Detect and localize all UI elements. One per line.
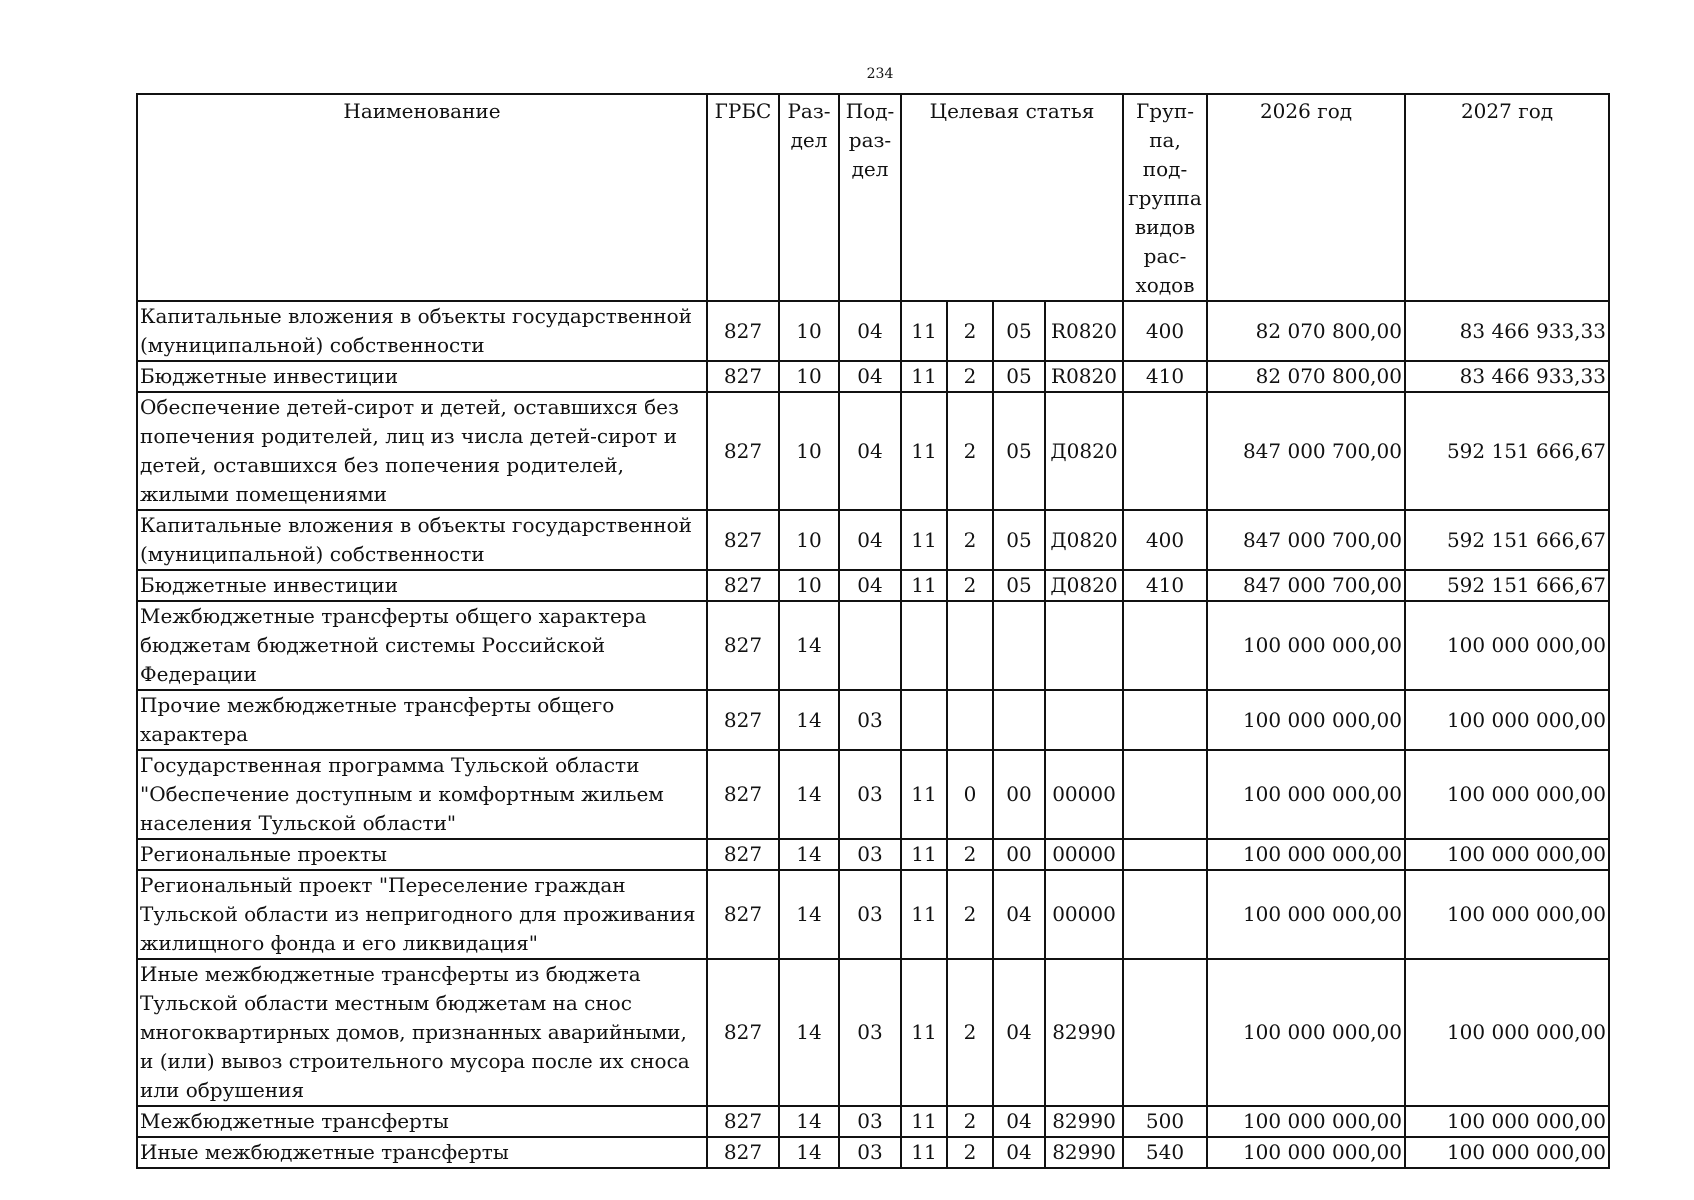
cell-grbs: 827 — [707, 570, 779, 601]
cell-name: Межбюджетные трансферты общего характера бюджетам бюджетной системы Российской Федерации — [137, 601, 707, 690]
header-row — [137, 94, 1609, 301]
cell-amount-2026: 100 000 000,00 — [1207, 1106, 1405, 1137]
cell-grbs: 827 — [707, 361, 779, 392]
cell-expense-group: 400 — [1123, 301, 1207, 361]
cell-target-program: 11 — [901, 1137, 947, 1168]
cell-amount-2027: 100 000 000,00 — [1405, 690, 1609, 750]
cell-expense-group: 400 — [1123, 510, 1207, 570]
page-number: 234 — [866, 66, 894, 82]
header-target: Целевая статья — [901, 94, 1123, 301]
cell-expense-group: 500 — [1123, 1106, 1207, 1137]
cell-target-program: 11 — [901, 361, 947, 392]
cell-target-direction: Д0820 — [1045, 392, 1123, 510]
cell-grbs: 827 — [707, 510, 779, 570]
cell-target-program: 11 — [901, 510, 947, 570]
cell-expense-group: 410 — [1123, 570, 1207, 601]
cell-amount-2026: 100 000 000,00 — [1207, 690, 1405, 750]
cell-target-type: 2 — [947, 570, 993, 601]
cell-target-structure: 05 — [993, 301, 1045, 361]
cell-podrazdel: 03 — [839, 750, 901, 839]
cell-target-program: 11 — [901, 570, 947, 601]
cell-target-type — [947, 601, 993, 690]
cell-amount-2026: 847 000 700,00 — [1207, 392, 1405, 510]
cell-expense-group — [1123, 601, 1207, 690]
cell-grbs: 827 — [707, 601, 779, 690]
cell-target-type: 2 — [947, 361, 993, 392]
cell-target-direction: R0820 — [1045, 361, 1123, 392]
table-row — [137, 392, 1609, 510]
table-row — [137, 750, 1609, 839]
cell-grbs: 827 — [707, 392, 779, 510]
cell-name: Капитальные вложения в объекты государственной (муниципальной) собственности — [137, 510, 707, 570]
cell-amount-2026: 100 000 000,00 — [1207, 959, 1405, 1106]
cell-amount-2027: 100 000 000,00 — [1405, 870, 1609, 959]
cell-razdel: 10 — [779, 392, 839, 510]
cell-target-structure: 00 — [993, 839, 1045, 870]
cell-target-type: 2 — [947, 392, 993, 510]
cell-razdel: 14 — [779, 839, 839, 870]
cell-expense-group — [1123, 690, 1207, 750]
cell-podrazdel: 03 — [839, 1137, 901, 1168]
cell-amount-2027: 100 000 000,00 — [1405, 1106, 1609, 1137]
cell-name: Государственная программа Тульской области "Обеспечение доступным и комфортным жильем населения Тульской области" — [137, 750, 707, 839]
cell-razdel: 14 — [779, 1106, 839, 1137]
cell-target-program — [901, 601, 947, 690]
cell-target-structure: 04 — [993, 870, 1045, 959]
cell-expense-group — [1123, 839, 1207, 870]
cell-name: Иные межбюджетные трансферты — [137, 1137, 707, 1168]
cell-target-program: 11 — [901, 392, 947, 510]
cell-razdel: 10 — [779, 570, 839, 601]
cell-expense-group: 410 — [1123, 361, 1207, 392]
cell-razdel: 14 — [779, 959, 839, 1106]
table-row — [137, 1137, 1609, 1168]
table-row — [137, 839, 1609, 870]
cell-target-program: 11 — [901, 301, 947, 361]
cell-podrazdel: 03 — [839, 690, 901, 750]
cell-target-program — [901, 690, 947, 750]
cell-razdel: 14 — [779, 1137, 839, 1168]
cell-podrazdel: 04 — [839, 301, 901, 361]
cell-target-program: 11 — [901, 1106, 947, 1137]
cell-expense-group — [1123, 959, 1207, 1106]
cell-podrazdel: 04 — [839, 510, 901, 570]
table-row — [137, 301, 1609, 361]
cell-target-program: 11 — [901, 750, 947, 839]
cell-target-direction — [1045, 690, 1123, 750]
table-row — [137, 870, 1609, 959]
cell-target-type: 0 — [947, 750, 993, 839]
cell-name: Бюджетные инвестиции — [137, 361, 707, 392]
cell-amount-2026: 100 000 000,00 — [1207, 601, 1405, 690]
cell-amount-2026: 100 000 000,00 — [1207, 1137, 1405, 1168]
cell-amount-2027: 83 466 933,33 — [1405, 361, 1609, 392]
table-body — [137, 301, 1609, 1168]
table-row — [137, 510, 1609, 570]
header-2027: 2027 год — [1405, 94, 1609, 301]
cell-amount-2026: 82 070 800,00 — [1207, 301, 1405, 361]
cell-podrazdel: 03 — [839, 959, 901, 1106]
table-row — [137, 361, 1609, 392]
cell-target-direction: 82990 — [1045, 1106, 1123, 1137]
cell-name: Капитальные вложения в объекты государственной (муниципальной) собственности — [137, 301, 707, 361]
cell-target-structure — [993, 601, 1045, 690]
cell-grbs: 827 — [707, 750, 779, 839]
cell-target-type — [947, 690, 993, 750]
cell-razdel: 14 — [779, 601, 839, 690]
cell-expense-group — [1123, 392, 1207, 510]
cell-podrazdel: 04 — [839, 392, 901, 510]
cell-razdel: 10 — [779, 301, 839, 361]
cell-amount-2027: 83 466 933,33 — [1405, 301, 1609, 361]
cell-target-type: 2 — [947, 1137, 993, 1168]
cell-grbs: 827 — [707, 301, 779, 361]
cell-razdel: 14 — [779, 870, 839, 959]
cell-amount-2027: 100 000 000,00 — [1405, 601, 1609, 690]
cell-grbs: 827 — [707, 1137, 779, 1168]
cell-target-structure: 04 — [993, 959, 1045, 1106]
header-2026: 2026 год — [1207, 94, 1405, 301]
cell-podrazdel: 03 — [839, 870, 901, 959]
cell-podrazdel — [839, 601, 901, 690]
cell-name: Прочие межбюджетные трансферты общего характера — [137, 690, 707, 750]
cell-name: Иные межбюджетные трансферты из бюджета Тульской области местным бюджетам на снос многоквартирных домов, признанных аварийными, и (или) вывоз строительного мусора после их сноса или обрушения — [137, 959, 707, 1106]
cell-name: Бюджетные инвестиции — [137, 570, 707, 601]
cell-razdel: 14 — [779, 750, 839, 839]
cell-target-structure: 05 — [993, 570, 1045, 601]
cell-amount-2026: 100 000 000,00 — [1207, 870, 1405, 959]
cell-expense-group: 540 — [1123, 1137, 1207, 1168]
header-razdel: Раз-дел — [779, 94, 839, 301]
cell-amount-2027: 100 000 000,00 — [1405, 750, 1609, 839]
cell-amount-2027: 100 000 000,00 — [1405, 1137, 1609, 1168]
cell-target-direction: 00000 — [1045, 839, 1123, 870]
cell-amount-2026: 847 000 700,00 — [1207, 570, 1405, 601]
cell-target-type: 2 — [947, 301, 993, 361]
cell-expense-group — [1123, 750, 1207, 839]
cell-target-direction: 82990 — [1045, 959, 1123, 1106]
cell-target-structure: 05 — [993, 361, 1045, 392]
cell-target-type: 2 — [947, 839, 993, 870]
cell-grbs: 827 — [707, 839, 779, 870]
cell-target-structure: 04 — [993, 1137, 1045, 1168]
cell-podrazdel: 04 — [839, 570, 901, 601]
cell-name: Обеспечение детей-сирот и детей, оставшихся без попечения родителей, лиц из числа детей-сирот и детей, оставшихся без попечения родителей, жилыми помещениями — [137, 392, 707, 510]
header-name: Наименование — [137, 94, 707, 301]
budget-table — [136, 93, 1610, 1169]
cell-grbs: 827 — [707, 959, 779, 1106]
cell-target-direction — [1045, 601, 1123, 690]
cell-target-direction: R0820 — [1045, 301, 1123, 361]
table-row — [137, 601, 1609, 690]
cell-razdel: 14 — [779, 690, 839, 750]
cell-target-structure — [993, 690, 1045, 750]
cell-amount-2026: 100 000 000,00 — [1207, 839, 1405, 870]
cell-target-type: 2 — [947, 870, 993, 959]
cell-target-structure: 05 — [993, 392, 1045, 510]
cell-target-type: 2 — [947, 959, 993, 1106]
cell-target-program: 11 — [901, 839, 947, 870]
cell-name: Межбюджетные трансферты — [137, 1106, 707, 1137]
cell-amount-2027: 100 000 000,00 — [1405, 839, 1609, 870]
cell-target-direction: Д0820 — [1045, 570, 1123, 601]
cell-podrazdel: 03 — [839, 1106, 901, 1137]
cell-target-direction: 82990 — [1045, 1137, 1123, 1168]
cell-amount-2027: 592 151 666,67 — [1405, 510, 1609, 570]
header-podrazdel: Под-раз-дел — [839, 94, 901, 301]
table-row — [137, 690, 1609, 750]
table-row — [137, 1106, 1609, 1137]
cell-target-direction: 00000 — [1045, 750, 1123, 839]
cell-target-type: 2 — [947, 1106, 993, 1137]
header-group: Груп-па, под-группа видов рас-ходов — [1123, 94, 1207, 301]
cell-podrazdel: 04 — [839, 361, 901, 392]
cell-grbs: 827 — [707, 1106, 779, 1137]
cell-grbs: 827 — [707, 690, 779, 750]
table-row — [137, 959, 1609, 1106]
cell-amount-2027: 592 151 666,67 — [1405, 392, 1609, 510]
cell-target-direction: Д0820 — [1045, 510, 1123, 570]
cell-target-program: 11 — [901, 870, 947, 959]
cell-amount-2026: 847 000 700,00 — [1207, 510, 1405, 570]
cell-name: Региональные проекты — [137, 839, 707, 870]
cell-target-program: 11 — [901, 959, 947, 1106]
cell-target-direction: 00000 — [1045, 870, 1123, 959]
cell-target-structure: 04 — [993, 1106, 1045, 1137]
cell-target-structure: 05 — [993, 510, 1045, 570]
cell-name: Региональный проект "Переселение граждан Тульской области из непригодного для проживания жилищного фонда и его ликвидация" — [137, 870, 707, 959]
cell-podrazdel: 03 — [839, 839, 901, 870]
cell-amount-2027: 592 151 666,67 — [1405, 570, 1609, 601]
cell-amount-2027: 100 000 000,00 — [1405, 959, 1609, 1106]
cell-amount-2026: 82 070 800,00 — [1207, 361, 1405, 392]
cell-grbs: 827 — [707, 870, 779, 959]
header-grbs: ГРБС — [707, 94, 779, 301]
cell-amount-2026: 100 000 000,00 — [1207, 750, 1405, 839]
cell-razdel: 10 — [779, 510, 839, 570]
cell-razdel: 10 — [779, 361, 839, 392]
cell-target-structure: 00 — [993, 750, 1045, 839]
table-row — [137, 570, 1609, 601]
cell-expense-group — [1123, 870, 1207, 959]
cell-target-type: 2 — [947, 510, 993, 570]
